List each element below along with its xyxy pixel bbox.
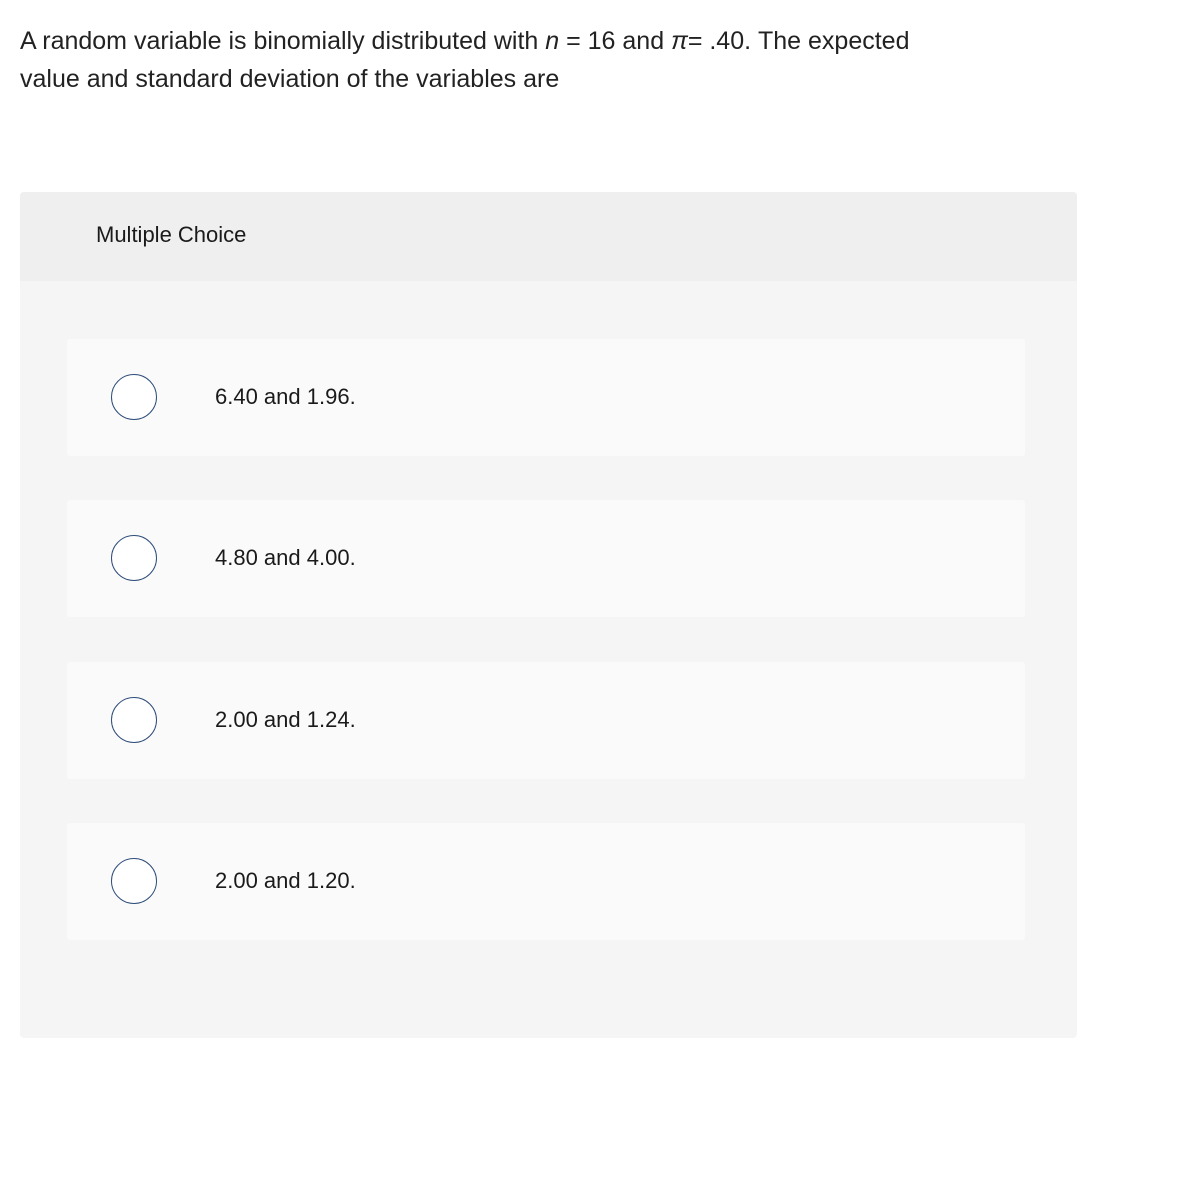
n-variable: n	[545, 27, 560, 55]
multiple-choice-panel	[20, 192, 1077, 1038]
question-text	[20, 22, 1060, 98]
answer-option-3[interactable]	[67, 662, 1025, 779]
question-part-1: A random variable is binomially distributed with	[20, 27, 546, 55]
question-part-4: value and standard deviation of the variables are	[20, 65, 560, 93]
question-part-3: = .40. The expected	[687, 27, 910, 55]
answer-option-4[interactable]	[67, 823, 1025, 940]
multiple-choice-header	[20, 192, 1077, 281]
answer-option-2[interactable]	[67, 500, 1025, 617]
answer-option-label: 2.00 and 1.20.	[215, 868, 356, 893]
radio-button-icon[interactable]	[111, 535, 157, 581]
answer-option-label: 6.40 and 1.96.	[215, 384, 356, 409]
radio-button-icon[interactable]	[111, 697, 157, 743]
answer-option-label: 4.80 and 4.00.	[215, 545, 356, 570]
pi-variable: π	[671, 27, 688, 55]
question-part-2: = 16 and	[559, 27, 672, 55]
radio-button-icon[interactable]	[111, 374, 157, 420]
answer-option-label: 2.00 and 1.24.	[215, 707, 356, 732]
radio-button-icon[interactable]	[111, 858, 157, 904]
multiple-choice-title: Multiple Choice	[96, 222, 247, 247]
answer-option-1[interactable]	[67, 339, 1025, 456]
